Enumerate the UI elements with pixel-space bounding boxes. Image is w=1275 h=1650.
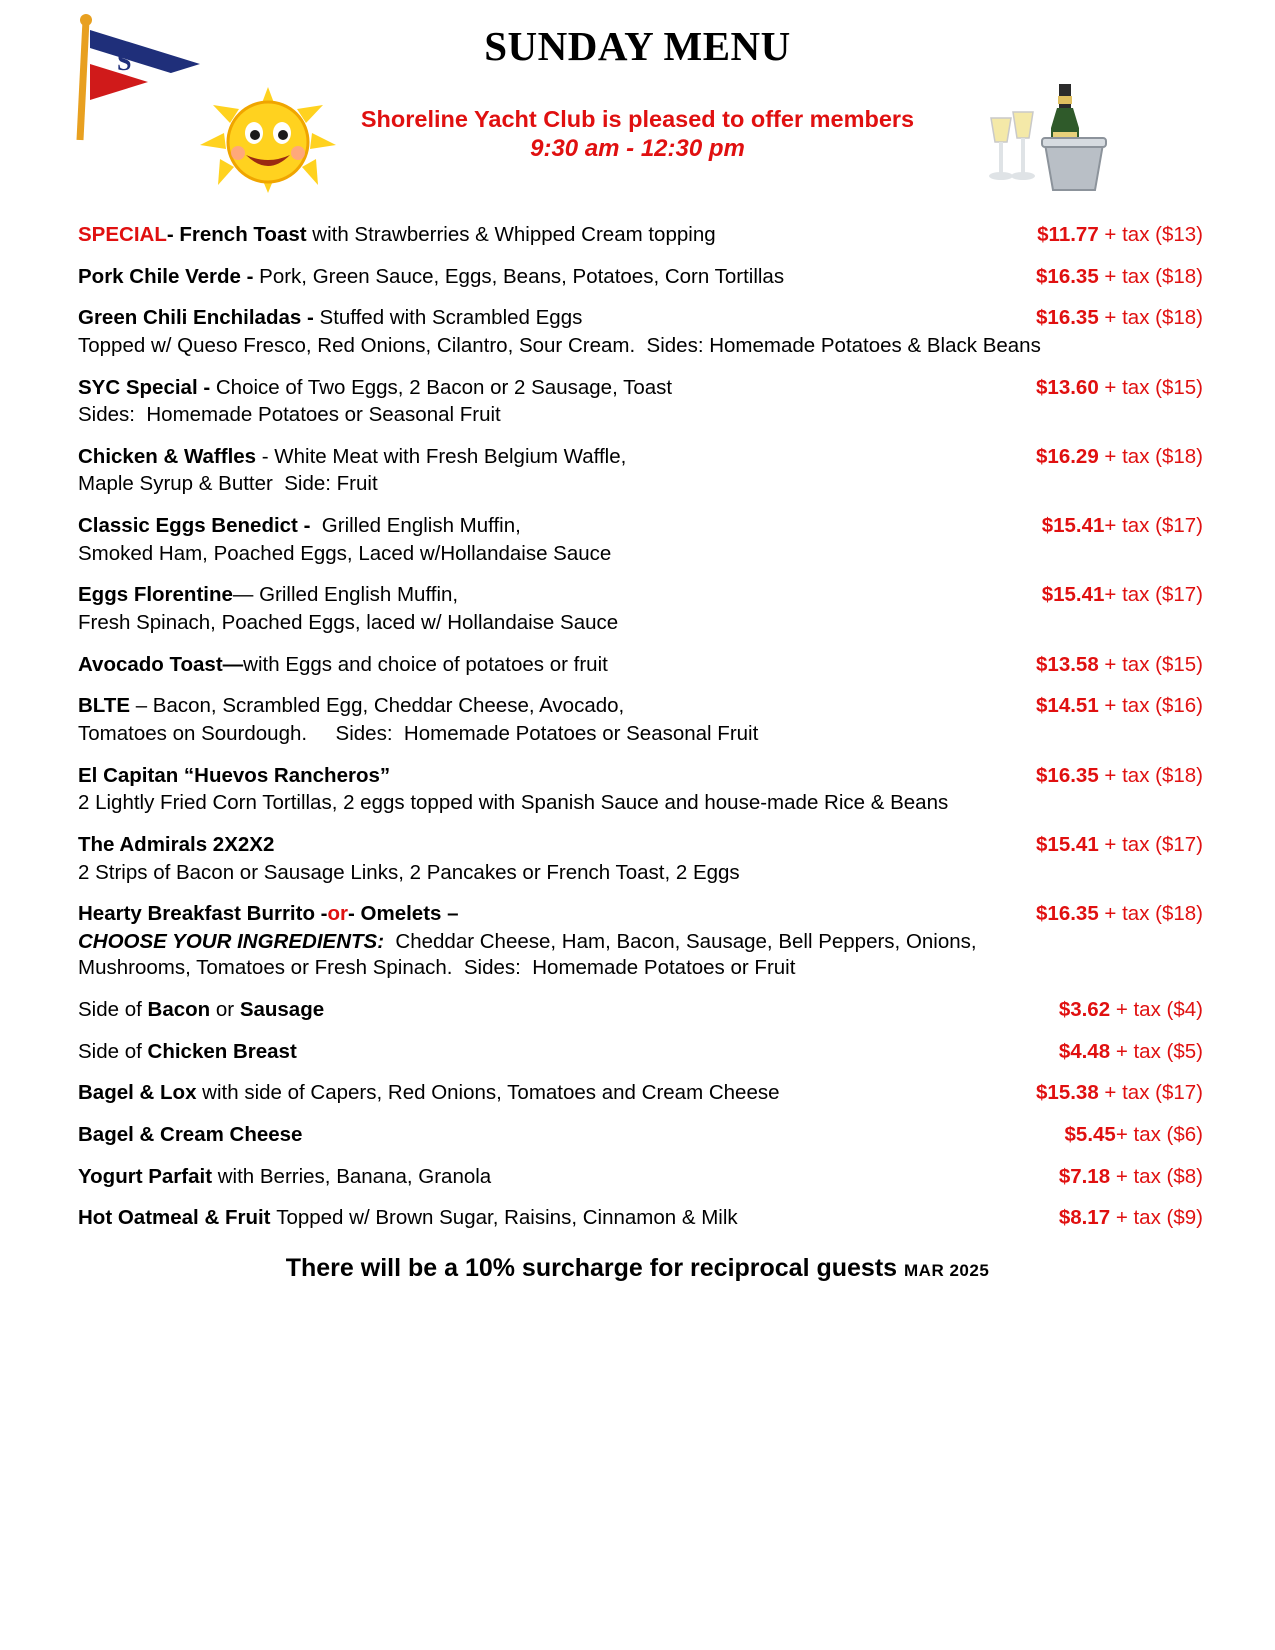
menu-item-row xyxy=(78,375,1203,402)
menu-item xyxy=(78,1205,1203,1232)
surcharge-note: There will be a 10% surcharge for reciprocal guests xyxy=(285,1253,898,1282)
menu-item-price: $5.45+ tax ($6) xyxy=(1064,1123,1203,1147)
menu-item-price: $8.17 + tax ($9) xyxy=(1058,1206,1203,1230)
subtitle-hours: 9:30 am - 12:30 pm xyxy=(530,135,745,163)
menu-item-name: Eggs Florentine— Grilled English Muffin, xyxy=(78,583,459,607)
menu-item-name: Bagel & Lox with side of Capers, Red Onions, Tomatoes and Cream Cheese xyxy=(78,1081,780,1105)
menu-item xyxy=(78,832,1203,886)
menu-item-description: 2 Lightly Fried Corn Tortillas, 2 eggs topped with Spanish Sauce and house-made Rice & Beans xyxy=(78,791,949,815)
svg-text:S: S xyxy=(117,47,132,76)
menu-item-price: $16.29 + tax ($18) xyxy=(1036,444,1203,468)
menu-item xyxy=(78,375,1203,429)
menu-item-name: BLTE – Bacon, Scrambled Egg, Cheddar Cheese, Avocado, xyxy=(78,694,625,718)
menu-item-name: SPECIAL- French Toast with Strawberries & Whipped Cream topping xyxy=(78,223,716,246)
menu-item-price: $11.77 + tax ($13) xyxy=(1037,223,1203,246)
menu-item-name: Yogurt Parfait with Berries, Banana, Granola xyxy=(78,1164,492,1188)
menu-item-description: Fresh Spinach, Poached Eggs, laced w/ Hollandaise Sauce xyxy=(78,611,619,635)
menu-item-row xyxy=(78,901,1203,928)
menu-item-name: The Admirals 2X2X2 xyxy=(78,832,275,856)
menu-item-price: $13.58 + tax ($15) xyxy=(1036,652,1203,676)
menu-item-row xyxy=(78,305,1203,332)
menu-item-name: SYC Special - Choice of Two Eggs, 2 Bacon or 2 Sausage, Toast xyxy=(78,375,673,399)
menu-item-name: Hot Oatmeal & Fruit Topped w/ Brown Sugar, Raisins, Cinnamon & Milk xyxy=(78,1206,738,1230)
menu-item xyxy=(78,652,1203,679)
menu-item xyxy=(78,264,1203,291)
menu-item-name: Side of Chicken Breast xyxy=(78,1039,297,1063)
menu-item-description: Tomatoes on Sourdough. Sides: Homemade Potatoes or Seasonal Fruit xyxy=(78,721,759,745)
menu-item xyxy=(78,1039,1203,1066)
menu-item xyxy=(78,901,1203,982)
menu-item-price: $15.38 + tax ($17) xyxy=(1036,1081,1203,1105)
menu-footer xyxy=(30,1254,1245,1283)
menu-item-row xyxy=(78,763,1203,790)
page-title: SUNDAY MENU xyxy=(484,23,791,69)
menu-item-row xyxy=(78,652,1203,679)
menu-item-row xyxy=(78,444,1203,471)
menu-item-row xyxy=(78,1205,1203,1232)
menu-item-name: El Capitan “Huevos Rancheros” xyxy=(78,763,391,787)
menu-item-description: CHOOSE YOUR INGREDIENTS: Cheddar Cheese, Ham, Bacon, Sausage, Bell Peppers, Onions, Mushrooms, Tomatoes or Fresh Spinach. Sides: Homemade Potatoes or Fruit xyxy=(78,929,977,980)
menu-item xyxy=(78,997,1203,1024)
menu-item xyxy=(78,693,1203,747)
menu-item-price: $14.51 + tax ($16) xyxy=(1036,694,1203,718)
menu-item-price: $7.18 + tax ($8) xyxy=(1058,1164,1203,1188)
champagne-bucket-icon xyxy=(985,78,1115,198)
menu-item-row xyxy=(78,1164,1203,1191)
menu-item-description: Smoked Ham, Poached Eggs, Laced w/Hollandaise Sauce xyxy=(78,541,612,565)
menu-item-name: Green Chili Enchiladas - Stuffed with Scrambled Eggs xyxy=(78,306,583,330)
menu-date: MAR 2025 xyxy=(904,1260,990,1280)
menu-item-row xyxy=(78,264,1203,291)
menu-item xyxy=(78,305,1203,359)
menu-item-row xyxy=(78,832,1203,859)
menu-item xyxy=(78,763,1203,817)
menu-item-row xyxy=(78,1122,1203,1149)
menu-item-row xyxy=(78,1039,1203,1066)
menu-item-price: $4.48 + tax ($5) xyxy=(1058,1039,1203,1063)
menu-item-price: $16.35 + tax ($18) xyxy=(1036,763,1203,787)
menu-item-price: $15.41+ tax ($17) xyxy=(1041,514,1203,538)
menu-item-price: $15.41+ tax ($17) xyxy=(1041,583,1203,607)
menu-item-row xyxy=(78,693,1203,720)
menu-item-price: $3.62 + tax ($4) xyxy=(1058,998,1203,1022)
menu-item-row xyxy=(78,582,1203,609)
menu-item-description: Topped w/ Queso Fresco, Red Onions, Cilantro, Sour Cream. Sides: Homemade Potatoes & Black Beans xyxy=(78,333,1041,357)
menu-item-price: $15.41 + tax ($17) xyxy=(1036,832,1203,856)
menu-item-description: Maple Syrup & Butter Side: Fruit xyxy=(78,472,378,496)
menu-item-name: Hearty Breakfast Burrito -or- Omelets – xyxy=(78,902,459,926)
menu-item xyxy=(78,222,1203,249)
menu-item xyxy=(78,1080,1203,1107)
menu-header xyxy=(30,0,1245,200)
menu-item xyxy=(78,444,1203,498)
menu-item-price: $16.35 + tax ($18) xyxy=(1036,306,1203,330)
menu-item-name: Classic Eggs Benedict - Grilled English Muffin, xyxy=(78,514,521,538)
menu-item-row xyxy=(78,222,1203,249)
menu-item-name: Side of Bacon or Sausage xyxy=(78,998,325,1022)
menu-item-name: Avocado Toast—with Eggs and choice of potatoes or fruit xyxy=(78,652,608,676)
menu-item-name: Bagel & Cream Cheese xyxy=(78,1123,303,1147)
menu-item-description: Sides: Homemade Potatoes or Seasonal Fruit xyxy=(78,403,501,427)
menu-item-price: $16.35 + tax ($18) xyxy=(1036,902,1203,926)
menu-item-row xyxy=(78,513,1203,540)
menu-item-row xyxy=(78,997,1203,1024)
menu-item-description: 2 Strips of Bacon or Sausage Links, 2 Pancakes or French Toast, 2 Eggs xyxy=(78,860,740,884)
menu-item xyxy=(78,1122,1203,1149)
menu-item xyxy=(78,582,1203,636)
menu-item-name: Pork Chile Verde - Pork, Green Sauce, Eggs, Beans, Potatoes, Corn Tortillas xyxy=(78,264,785,288)
burgee-flag-icon xyxy=(70,12,210,142)
menu-items-list xyxy=(30,222,1245,1232)
menu-item-price: $16.35 + tax ($18) xyxy=(1036,264,1203,288)
menu-item-price: $13.60 + tax ($15) xyxy=(1036,375,1203,399)
menu-item-name: Chicken & Waffles - White Meat with Fresh Belgium Waffle, xyxy=(78,444,627,468)
subtitle-line-1: Shoreline Yacht Club is pleased to offer members xyxy=(360,106,915,133)
menu-item xyxy=(78,513,1203,567)
menu-item xyxy=(78,1164,1203,1191)
sun-icon xyxy=(198,85,338,195)
menu-item-row xyxy=(78,1080,1203,1107)
